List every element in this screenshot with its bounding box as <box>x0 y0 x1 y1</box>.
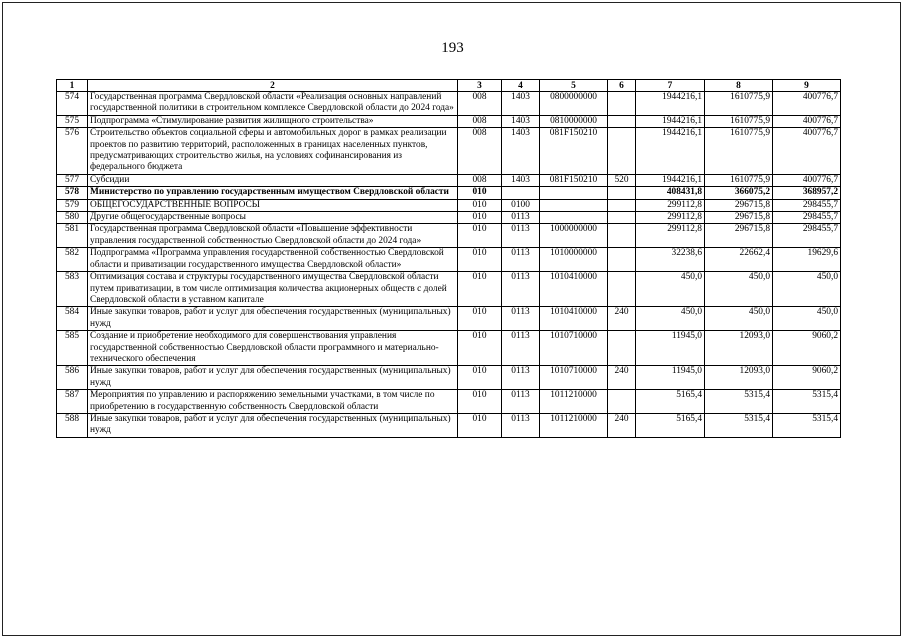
amount-cell: 12093,0 <box>705 366 773 390</box>
target-article-cell: 1010000000 <box>540 248 608 272</box>
ministry-code-cell: 008 <box>458 115 502 127</box>
amount-cell: 1944216,1 <box>636 92 705 116</box>
amount-cell: 450,0 <box>705 272 773 307</box>
amount-cell: 1610775,9 <box>705 115 773 127</box>
amount-cell: 450,0 <box>636 307 705 331</box>
expense-type-cell <box>608 331 636 366</box>
ministry-code-cell: 010 <box>458 224 502 248</box>
expense-type-cell: 240 <box>608 366 636 390</box>
section-code-cell: 1403 <box>502 115 540 127</box>
expense-type-cell <box>608 272 636 307</box>
target-article-cell: 1011210000 <box>540 390 608 414</box>
column-header: 6 <box>608 80 636 92</box>
row-name-cell: Создание и приобретение необходимого для совершенствования управления государственной собственностью Свердловской области программного и материально-технического обеспечения <box>88 331 458 366</box>
amount-cell: 5165,4 <box>636 390 705 414</box>
amount-cell: 450,0 <box>773 307 841 331</box>
target-article-cell <box>540 199 608 211</box>
table-row <box>57 307 841 331</box>
row-number-cell: 584 <box>57 307 88 331</box>
target-article-cell: 081F150210 <box>540 128 608 175</box>
budget-table <box>56 79 841 438</box>
section-code-cell: 0100 <box>502 199 540 211</box>
amount-cell: 19629,6 <box>773 248 841 272</box>
table-body <box>57 92 841 438</box>
ministry-code-cell: 010 <box>458 272 502 307</box>
amount-cell: 1610775,9 <box>705 128 773 175</box>
amount-cell: 408431,8 <box>636 187 705 199</box>
section-code-cell: 0113 <box>502 224 540 248</box>
ministry-code-cell: 010 <box>458 248 502 272</box>
section-code-cell: 0113 <box>502 212 540 224</box>
amount-cell: 11945,0 <box>636 331 705 366</box>
row-number-cell: 581 <box>57 224 88 248</box>
target-article-cell: 081F150210 <box>540 174 608 186</box>
table-row <box>57 224 841 248</box>
table-row <box>57 390 841 414</box>
amount-cell: 400776,7 <box>773 115 841 127</box>
row-number-cell: 582 <box>57 248 88 272</box>
row-name-cell: Иные закупки товаров, работ и услуг для обеспечения государственных (муниципальных) нужд <box>88 413 458 437</box>
expense-type-cell <box>608 187 636 199</box>
amount-cell: 32238,6 <box>636 248 705 272</box>
amount-cell: 1944216,1 <box>636 174 705 186</box>
row-name-cell: Подпрограмма «Стимулирование развития жилищного строительства» <box>88 115 458 127</box>
expense-type-cell <box>608 248 636 272</box>
column-header: 4 <box>502 80 540 92</box>
row-name-cell: Иные закупки товаров, работ и услуг для обеспечения государственных (муниципальных) нужд <box>88 307 458 331</box>
amount-cell: 299112,8 <box>636 199 705 211</box>
row-number-cell: 577 <box>57 174 88 186</box>
column-header: 5 <box>540 80 608 92</box>
section-code-cell: 1403 <box>502 174 540 186</box>
expense-type-cell: 240 <box>608 307 636 331</box>
row-name-cell: Субсидии <box>88 174 458 186</box>
amount-cell: 299112,8 <box>636 212 705 224</box>
section-code-cell: 0113 <box>502 307 540 331</box>
amount-cell: 5165,4 <box>636 413 705 437</box>
amount-cell: 450,0 <box>636 272 705 307</box>
row-number-cell: 578 <box>57 187 88 199</box>
expense-type-cell <box>608 199 636 211</box>
target-article-cell: 1010410000 <box>540 307 608 331</box>
target-article-cell: 1010710000 <box>540 331 608 366</box>
ministry-code-cell: 008 <box>458 92 502 116</box>
page-number: 193 <box>441 40 464 56</box>
expense-type-cell: 520 <box>608 174 636 186</box>
row-number-cell: 586 <box>57 366 88 390</box>
table-row <box>57 174 841 186</box>
row-number-cell: 575 <box>57 115 88 127</box>
row-name-cell: Подпрограмма «Программа управления государственной собственностью Свердловской области и приватизации государственного имущества Свердловской области» <box>88 248 458 272</box>
amount-cell: 5315,4 <box>705 413 773 437</box>
target-article-cell <box>540 187 608 199</box>
section-code-cell: 1403 <box>502 92 540 116</box>
expense-type-cell <box>608 212 636 224</box>
row-number-cell: 576 <box>57 128 88 175</box>
amount-cell: 5315,4 <box>773 390 841 414</box>
section-code-cell: 0113 <box>502 272 540 307</box>
row-number-cell: 583 <box>57 272 88 307</box>
amount-cell: 1610775,9 <box>705 92 773 116</box>
row-number-cell: 574 <box>57 92 88 116</box>
column-header: 1 <box>57 80 88 92</box>
row-name-cell: Оптимизация состава и структуры государственного имущества Свердловской области путем приватизации, в том числе оптимизация количества акционерных обществ с долей Свердловской области в уставном капитале <box>88 272 458 307</box>
table-row <box>57 248 841 272</box>
section-code-cell: 0113 <box>502 390 540 414</box>
row-number-cell: 587 <box>57 390 88 414</box>
section-code-cell: 1403 <box>502 128 540 175</box>
row-name-cell: ОБЩЕГОСУДАРСТВЕННЫЕ ВОПРОСЫ <box>88 199 458 211</box>
expense-type-cell <box>608 128 636 175</box>
column-header: 2 <box>88 80 458 92</box>
ministry-code-cell: 010 <box>458 331 502 366</box>
table-row <box>57 92 841 116</box>
ministry-code-cell: 010 <box>458 413 502 437</box>
row-number-cell: 579 <box>57 199 88 211</box>
ministry-code-cell: 010 <box>458 366 502 390</box>
expense-type-cell <box>608 224 636 248</box>
expense-type-cell <box>608 115 636 127</box>
ministry-code-cell: 010 <box>458 390 502 414</box>
ministry-code-cell: 010 <box>458 199 502 211</box>
column-header: 7 <box>636 80 705 92</box>
row-name-cell: Государственная программа Свердловской области «Повышение эффективности управления государственной собственностью Свердловской области до 2024 года» <box>88 224 458 248</box>
table-row <box>57 212 841 224</box>
amount-cell: 400776,7 <box>773 92 841 116</box>
ministry-code-cell: 008 <box>458 128 502 175</box>
row-number-cell: 580 <box>57 212 88 224</box>
row-name-cell: Другие общегосударственные вопросы <box>88 212 458 224</box>
column-header: 8 <box>705 80 773 92</box>
amount-cell: 298455,7 <box>773 199 841 211</box>
target-article-cell: 0810000000 <box>540 115 608 127</box>
ministry-code-cell: 010 <box>458 212 502 224</box>
row-name-cell: Мероприятия по управлению и распоряжению земельными участками, в том числе по приобретению в государственную собственность Свердловской области <box>88 390 458 414</box>
section-code-cell <box>502 187 540 199</box>
amount-cell: 11945,0 <box>636 366 705 390</box>
amount-cell: 450,0 <box>705 307 773 331</box>
column-header: 9 <box>773 80 841 92</box>
section-code-cell: 0113 <box>502 413 540 437</box>
ministry-code-cell: 010 <box>458 187 502 199</box>
amount-cell: 298455,7 <box>773 212 841 224</box>
amount-cell: 1610775,9 <box>705 174 773 186</box>
amount-cell: 5315,4 <box>773 413 841 437</box>
amount-cell: 298455,7 <box>773 224 841 248</box>
table-row <box>57 331 841 366</box>
amount-cell: 12093,0 <box>705 331 773 366</box>
table-row <box>57 199 841 211</box>
amount-cell: 22662,4 <box>705 248 773 272</box>
amount-cell: 296715,8 <box>705 212 773 224</box>
table-row <box>57 187 841 199</box>
column-header: 3 <box>458 80 502 92</box>
amount-cell: 296715,8 <box>705 224 773 248</box>
expense-type-cell <box>608 390 636 414</box>
table-header-row <box>57 80 841 92</box>
row-name-cell: Министерство по управлению государственным имуществом Свердловской области <box>88 187 458 199</box>
ministry-code-cell: 010 <box>458 307 502 331</box>
amount-cell: 296715,8 <box>705 199 773 211</box>
target-article-cell: 1010410000 <box>540 272 608 307</box>
row-number-cell: 585 <box>57 331 88 366</box>
target-article-cell: 1010710000 <box>540 366 608 390</box>
row-number-cell: 588 <box>57 413 88 437</box>
target-article-cell: 0800000000 <box>540 92 608 116</box>
amount-cell: 1944216,1 <box>636 128 705 175</box>
table-row <box>57 272 841 307</box>
amount-cell: 1944216,1 <box>636 115 705 127</box>
amount-cell: 9060,2 <box>773 366 841 390</box>
amount-cell: 366075,2 <box>705 187 773 199</box>
table-row <box>57 366 841 390</box>
target-article-cell <box>540 212 608 224</box>
amount-cell: 400776,7 <box>773 174 841 186</box>
amount-cell: 400776,7 <box>773 128 841 175</box>
amount-cell: 450,0 <box>773 272 841 307</box>
section-code-cell: 0113 <box>502 331 540 366</box>
row-name-cell: Государственная программа Свердловской области «Реализация основных направлений государственной политики в строительном комплексе Свердловской области до 2024 года» <box>88 92 458 116</box>
section-code-cell: 0113 <box>502 248 540 272</box>
amount-cell: 5315,4 <box>705 390 773 414</box>
row-name-cell: Иные закупки товаров, работ и услуг для обеспечения государственных (муниципальных) нужд <box>88 366 458 390</box>
expense-type-cell <box>608 92 636 116</box>
table-row <box>57 115 841 127</box>
section-code-cell: 0113 <box>502 366 540 390</box>
target-article-cell: 1011210000 <box>540 413 608 437</box>
amount-cell: 299112,8 <box>636 224 705 248</box>
table-row <box>57 128 841 175</box>
amount-cell: 9060,2 <box>773 331 841 366</box>
ministry-code-cell: 008 <box>458 174 502 186</box>
expense-type-cell: 240 <box>608 413 636 437</box>
target-article-cell: 1000000000 <box>540 224 608 248</box>
row-name-cell: Строительство объектов социальной сферы и автомобильных дорог в рамках реализации проектов по развитию территорий, расположенных в границах населенных пунктов, предусматривающих строительство жилья, на условиях софинансирования из федерального бюджета <box>88 128 458 175</box>
table-row <box>57 413 841 437</box>
amount-cell: 368957,2 <box>773 187 841 199</box>
